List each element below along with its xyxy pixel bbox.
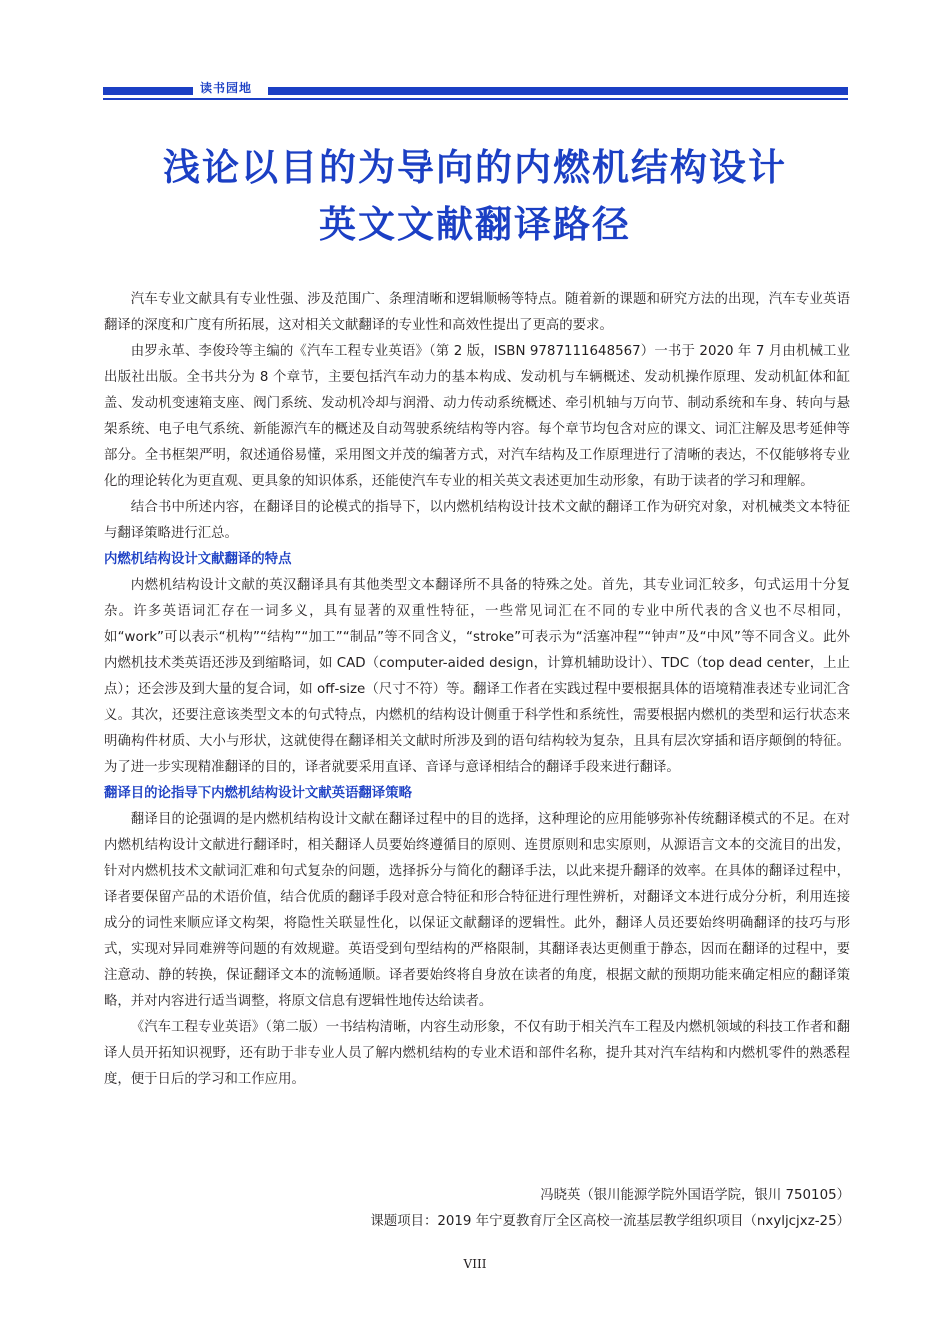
paragraph-strategies: 翻译目的论强调的是内燃机结构设计文献在翻译过程中的目的选择，这种理论的应用能够弥补传统翻译模式的不足。在对内燃机结构设计文献进行翻译时，相关翻译人员要始终遵循目的原则、连贯原则和忠实原则，从源语言文本的交流目的出发，针对内燃机技术文献词汇难和句式复杂的问题，选择拆分与简化的翻译手法，以此来提升翻译的效率。在具体的翻译过程中，译者要保留产品的术语价值，结合优质的翻译手段对意合特征和形合特征进行理性辨析，对翻译文本进行成分分析，利用连接成分的词性来顺应译文构架，将隐性关联显性化，以保证文献翻译的逻辑性。此外，翻译人员还要始终明确翻译的技巧与形式，实现对异同难辨等问题的有效规避。英语受到句型结构的严格限制，其翻译表达更侧重于静态，因而在翻译的过程中，要注意动、静的转换，保证翻译文本的流畅通顺。译者要始终将自身放在读者的角度，根据文献的预期功能来确定相应的翻译策略，并对内容进行适当调整，将原文信息有逻辑性地传达给读者。 bbox=[104, 812, 850, 1009]
article-body bbox=[104, 287, 850, 1093]
paragraph-scope: 结合书中所述内容，在翻译目的论模式的指导下，以内燃机结构设计技术文献的翻译工作为研究对象，对机械类文本特征与翻译策略进行汇总。 bbox=[104, 500, 850, 541]
header-bar-left bbox=[103, 87, 193, 95]
paragraph-conclusion: 《汽车工程专业英语》（第二版）一书结构清晰，内容生动形象，不仅有助于相关汽车工程及内燃机领域的科技工作者和翻译人员开拓知识视野，还有助于非专业人员了解内燃机结构的专业术语和部件名称，提升其对汽车结构和内燃机零件的熟悉程度，便于日后的学习和工作应用。 bbox=[104, 1020, 850, 1087]
header-rule bbox=[103, 98, 848, 100]
section-tag: 读书园地 bbox=[200, 81, 253, 95]
section-heading-features: 内燃机结构设计文献翻译的特点 bbox=[104, 552, 292, 567]
article-title-line1: 浅论以目的为导向的内燃机结构设计 bbox=[163, 146, 787, 189]
funding-project: 课题项目：2019 年宁夏教育厅全区高校一流基层教学组织项目（nxyljcjxz-25） bbox=[370, 1214, 850, 1229]
paragraph-book-info: 由罗永革、李俊玲等主编的《汽车工程专业英语》（第 2 版，ISBN 9787111648567）一书于 2020 年 7 月由机械工业出版社出版。全书共分为 8 个章节，主要包括汽车动力的基本构成、发动机与车辆概述、发动机操作原理、发动机缸体和缸盖、发动机变速箱支座、阀门系统、发动机冷却与润滑、动力传动系统概述、牵引机轴与万向节、制动系统和车身、转向与悬架系统、电子电气系统、新能源汽车的概述及自动驾驶系统结构等内容。每个章节均包含对应的课文、词汇注解及思考延伸等部分。全书框架严明，叙述通俗易懂，采用图文并茂的编著方式，对汽车结构及工作原理进行了清晰的表达，不仅能够将专业化的理论转化为更直观、更具象的知识体系，还能使汽车专业的相关英文表述更加生动形象，有助于读者的学习和理解。 bbox=[104, 344, 850, 489]
section-header bbox=[103, 81, 848, 97]
section-heading-strategies: 翻译目的论指导下内燃机结构设计文献英语翻译策略 bbox=[104, 786, 412, 801]
author-affiliation: 冯晓英（银川能源学院外国语学院，银川 750105） bbox=[540, 1188, 850, 1203]
article-title-line2: 英文文献翻译路径 bbox=[319, 203, 631, 246]
paragraph-features: 内燃机结构设计文献的英汉翻译具有其他类型文本翻译所不具备的特殊之处。首先，其专业词汇较多，句式运用十分复杂。许多英语词汇存在一词多义，具有显著的双重性特征，一些常见词汇在不同的专业中所代表的含义也不尽相同，如“work”可以表示“机构”“结构”“加工”“制品”等不同含义，“stroke”可表示为“活塞冲程”“钟声”及“中风”等不同含义。此外内燃机技术类英语还涉及到缩略词，如 CAD（computer-aided design，计算机辅助设计）、TDC（top dead center，上止点）；还会涉及到大量的复合词，如 off-size（尺寸不符）等。翻译工作者在实践过程中要根据具体的语境精准表述专业词汇含义。其次，还要注意该类型文本的句式特点，内燃机的结构设计侧重于科学性和系统性，需要根据内燃机的类型和运行状态来明确构件材质、大小与形状，这就使得在翻译相关文献时所涉及到的语句结构较为复杂，且具有层次穿插和语序颠倒的特征。为了进一步实现精准翻译的目的，译者就要采用直译、音译与意译相结合的翻译手段来进行翻译。 bbox=[104, 578, 850, 775]
header-bar-right bbox=[268, 87, 848, 95]
paragraph-intro: 汽车专业文献具有专业性强、涉及范围广、条理清晰和逻辑顺畅等特点。随着新的课题和研究方法的出现，汽车专业英语翻译的深度和广度有所拓展，这对相关文献翻译的专业性和高效性提出了更高的要求。 bbox=[104, 292, 850, 333]
page-number: VIII bbox=[463, 1257, 487, 1271]
